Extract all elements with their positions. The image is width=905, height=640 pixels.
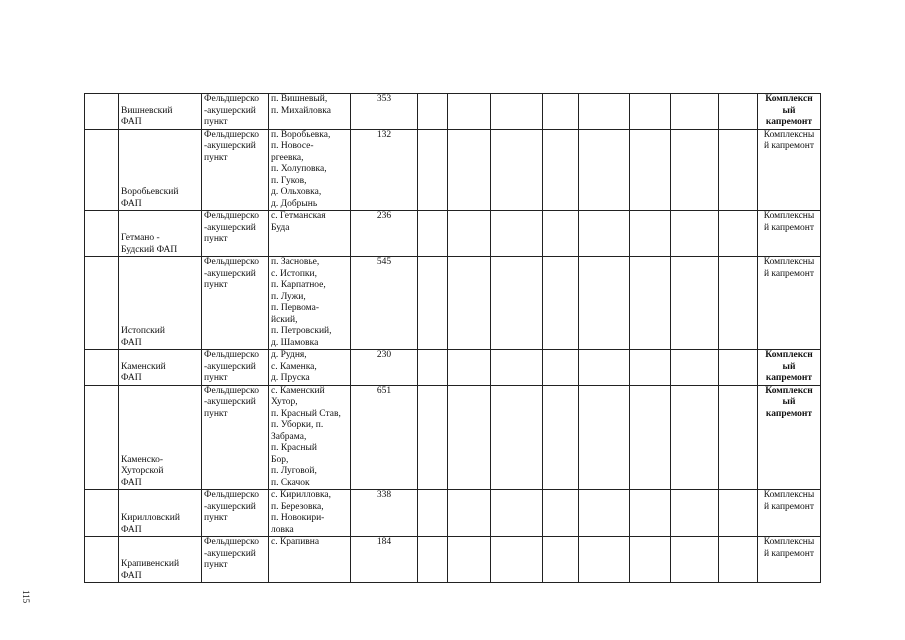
empty-cell: [719, 537, 758, 583]
settlements-text: п. Вишневый, п. Михайловка: [271, 94, 331, 116]
facility-type-cell: [202, 490, 269, 537]
empty-cell: [491, 350, 543, 386]
population-cell: [351, 211, 418, 257]
work-type-cell: [758, 385, 821, 490]
facility-type-cell: [202, 257, 269, 350]
empty-cell: [719, 211, 758, 257]
settlements-text: д. Рудня, с. Каменка, д. Пруска: [271, 350, 317, 383]
empty-cell: [671, 350, 719, 386]
empty-cell: [630, 537, 671, 583]
settlements-text: с. Каменский Хутор, п. Красный Став, п. Уборки, п. Забрама, п. Красный Бор, п. Луговой, п. Скачок: [271, 385, 341, 488]
empty-cell: [719, 94, 758, 130]
empty-cell: [448, 490, 491, 537]
population-text: 230: [376, 350, 392, 360]
facility-type-text: Фельдшерско -акушерский пункт: [204, 490, 260, 523]
row-index-cell: [85, 385, 119, 490]
facility-name-cell: [119, 490, 202, 537]
row-index-cell: [85, 490, 119, 537]
table-row: [85, 490, 821, 537]
work-type-cell: [758, 350, 821, 386]
empty-cell: [418, 385, 448, 490]
empty-cell: [579, 537, 630, 583]
empty-cell: [671, 257, 719, 350]
empty-cell: [579, 350, 630, 386]
empty-cell: [579, 94, 630, 130]
facility-name-text: Гетмано - Будский ФАП: [121, 233, 178, 255]
work-type-cell: [758, 257, 821, 350]
empty-cell: [719, 385, 758, 490]
work-type-text: Комплексн ый капремонт: [765, 350, 813, 383]
empty-cell: [671, 94, 719, 130]
facility-name-cell: [119, 211, 202, 257]
facilities-table: [84, 93, 821, 583]
population-cell: [351, 537, 418, 583]
empty-cell: [491, 94, 543, 130]
facility-type-cell: [202, 385, 269, 490]
empty-cell: [630, 385, 671, 490]
population-text: 545: [376, 257, 392, 267]
empty-cell: [630, 94, 671, 130]
empty-cell: [671, 129, 719, 211]
table-row: [85, 94, 821, 130]
settlements-cell: [269, 129, 351, 211]
empty-cell: [418, 537, 448, 583]
facility-type-text: Фельдшерско -акушерский пункт: [204, 385, 260, 419]
facility-name-cell: [119, 257, 202, 350]
facility-name-text: Каменский ФАП: [121, 361, 166, 383]
table-row: [85, 257, 821, 350]
empty-cell: [418, 350, 448, 386]
empty-cell: [448, 94, 491, 130]
facility-name-text: Крапивенский ФАП: [121, 559, 180, 581]
row-index-cell: [85, 94, 119, 130]
population-text: 184: [376, 537, 392, 547]
population-cell: [351, 94, 418, 130]
facility-name-text: Кирилловский ФАП: [121, 513, 180, 535]
empty-cell: [543, 94, 579, 130]
table-row: [85, 129, 821, 211]
empty-cell: [448, 211, 491, 257]
work-type-text: Комплексн ый капремонт: [765, 385, 813, 419]
row-index-cell: [85, 350, 119, 386]
work-type-cell: [758, 490, 821, 537]
work-type-cell: [758, 129, 821, 211]
work-type-text: Комплексны й капремонт: [763, 211, 815, 233]
empty-cell: [418, 211, 448, 257]
work-type-text: Комплексны й капремонт: [763, 257, 815, 279]
settlements-text: с. Кирилловка, п. Березовка, п. Новокири- ловка: [271, 490, 332, 535]
settlements-cell: [269, 257, 351, 350]
empty-cell: [719, 257, 758, 350]
empty-cell: [543, 385, 579, 490]
settlements-cell: [269, 490, 351, 537]
population-text: 132: [376, 129, 392, 140]
empty-cell: [630, 350, 671, 386]
row-index-cell: [85, 257, 119, 350]
empty-cell: [671, 211, 719, 257]
empty-cell: [719, 129, 758, 211]
work-type-cell: [758, 94, 821, 130]
row-index-cell: [85, 537, 119, 583]
empty-cell: [491, 385, 543, 490]
facility-type-text: Фельдшерско -акушерский пункт: [204, 94, 260, 127]
empty-cell: [543, 537, 579, 583]
empty-cell: [448, 350, 491, 386]
empty-cell: [491, 211, 543, 257]
settlements-cell: [269, 537, 351, 583]
settlements-text: с. Гетманская Буда: [271, 211, 326, 233]
facility-type-cell: [202, 537, 269, 583]
row-index-cell: [85, 211, 119, 257]
empty-cell: [719, 490, 758, 537]
empty-cell: [418, 257, 448, 350]
settlements-cell: [269, 385, 351, 490]
population-text: 651: [376, 385, 392, 396]
empty-cell: [491, 129, 543, 211]
facility-type-cell: [202, 94, 269, 130]
population-cell: [351, 350, 418, 386]
facility-type-text: Фельдшерско -акушерский пункт: [204, 211, 260, 244]
work-type-cell: [758, 537, 821, 583]
work-type-cell: [758, 211, 821, 257]
table-body: [85, 94, 821, 583]
population-text: 236: [376, 211, 392, 221]
facility-name-text: Истопский ФАП: [121, 326, 165, 348]
population-cell: [351, 385, 418, 490]
population-text: 338: [376, 490, 392, 500]
work-type-text: Комплексны й капремонт: [763, 490, 815, 512]
facility-name-text: Вишневский ФАП: [121, 105, 173, 127]
empty-cell: [630, 490, 671, 537]
facility-type-text: Фельдшерско -акушерский пункт: [204, 350, 260, 383]
work-type-text: Комплексны й капремонт: [763, 129, 815, 151]
empty-cell: [418, 129, 448, 211]
empty-cell: [579, 129, 630, 211]
table-row: [85, 350, 821, 386]
settlements-cell: [269, 350, 351, 386]
facility-name-cell: [119, 385, 202, 490]
settlements-text: п. Воробьевка, п. Новосе- ргеевка, п. Холуповка, п. Гуков, д. Ольховка, д. Добрынь: [271, 129, 331, 209]
empty-cell: [491, 257, 543, 350]
settlements-text: п. Засновье, с. Истопки, п. Карпатное, п. Лужи, п. Первома- йский, п. Петровский, д. Шамовка: [271, 257, 332, 348]
table-row: [85, 211, 821, 257]
empty-cell: [491, 490, 543, 537]
settlements-cell: [269, 94, 351, 130]
facility-name-text: Каменско- Хуторской ФАП: [121, 454, 164, 488]
empty-cell: [719, 350, 758, 386]
facility-name-cell: [119, 350, 202, 386]
empty-cell: [671, 537, 719, 583]
page-number: 115: [21, 590, 31, 604]
facility-name-cell: [119, 94, 202, 130]
empty-cell: [579, 385, 630, 490]
empty-cell: [448, 257, 491, 350]
facility-type-text: Фельдшерско -акушерский пункт: [204, 129, 260, 163]
facility-type-text: Фельдшерско -акушерский пункт: [204, 537, 260, 570]
facility-type-cell: [202, 211, 269, 257]
empty-cell: [543, 350, 579, 386]
facility-type-cell: [202, 129, 269, 211]
empty-cell: [579, 211, 630, 257]
empty-cell: [671, 385, 719, 490]
facility-name-cell: [119, 537, 202, 583]
empty-cell: [543, 211, 579, 257]
population-cell: [351, 129, 418, 211]
empty-cell: [579, 490, 630, 537]
facility-type-text: Фельдшерско -акушерский пункт: [204, 257, 260, 290]
empty-cell: [448, 385, 491, 490]
facility-type-cell: [202, 350, 269, 386]
empty-cell: [671, 490, 719, 537]
facility-name-cell: [119, 129, 202, 211]
empty-cell: [418, 490, 448, 537]
empty-cell: [543, 490, 579, 537]
population-text: 353: [376, 94, 392, 104]
work-type-text: Комплексны й капремонт: [763, 537, 815, 559]
settlements-text: с. Крапивна: [271, 537, 320, 547]
empty-cell: [491, 537, 543, 583]
empty-cell: [630, 129, 671, 211]
empty-cell: [543, 257, 579, 350]
empty-cell: [630, 257, 671, 350]
facility-name-text: Воробьевский ФАП: [121, 187, 179, 209]
empty-cell: [543, 129, 579, 211]
row-index-cell: [85, 129, 119, 211]
work-type-text: Комплексн ый капремонт: [765, 94, 813, 127]
table-row: [85, 385, 821, 490]
empty-cell: [579, 257, 630, 350]
population-cell: [351, 490, 418, 537]
table-row: [85, 537, 821, 583]
empty-cell: [448, 537, 491, 583]
population-cell: [351, 257, 418, 350]
empty-cell: [630, 211, 671, 257]
settlements-cell: [269, 211, 351, 257]
empty-cell: [448, 129, 491, 211]
empty-cell: [418, 94, 448, 130]
